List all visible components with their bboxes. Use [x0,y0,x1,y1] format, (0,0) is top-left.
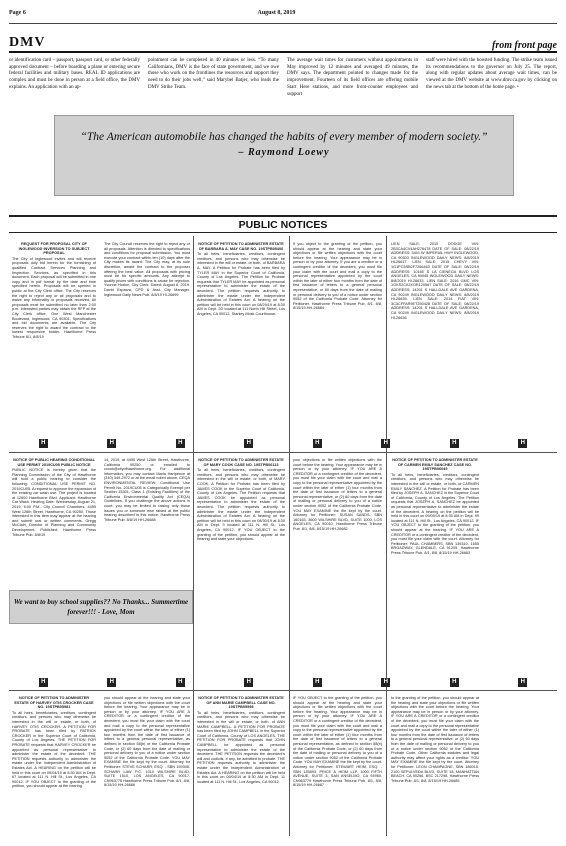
notice-body: To all heirs, beneficiaries, creditors, contingent creditors, and persons who may otherwise be interested in the will or estate, or both, of ANN MARIE CAMPBELL. A PETITION FOR PROBATE has been filed by JOHN CAMPBELL in the Superior Court of California, County of LOS ANGELES. THE PETITION FOR PROBATE requests that JOHN CAMPBELL be appointed as personal representative to administer the estate of the decedent. THE PETITION requests the decedent's will and codicils, if any, be admitted to probate. THE PETITION requests authority to administer the estate under the Independent Administration of Estates Act. A HEARING on the petition will be held in this court on 09/04/19 at 8:30 AM in Dept. 11 located at 111 N. Hill St., Los Angeles, CA 90012. [197,710,285,784]
gavel-icon: H [518,678,527,687]
gavel-icon: H [244,678,253,687]
column-divider [289,236,290,836]
gavel-icon: H [107,439,116,448]
legal-notice [391,458,479,678]
gavel-icon: H [381,439,390,448]
gavel-icon: H [450,678,459,687]
notice-title: NOTICE OF PETITION TO ADMINISTER ESTATE OF ANN MARIE CAMPBELL CASE NO. 19STPB05998 [198,696,284,710]
notice-body: To all heirs, beneficiaries, creditors, contingent creditors, and persons who may otherwise be interested in the will or estate, or both, of CARMEN EMILY SANCHEZ. A Petition for Probate has been filed by JOSEPH A. SANCHEZ in the Superior Court of California, County of Los Angeles. The Petition requests that JOSEPH A. SANCHEZ be appointed as personal representative to administer the estate of the decedent. A hearing on the petition will be held in this court on 09/05/19 at 8:30 AM in Dept. 99 located at 111 N. Hill St., Los Angeles, CA 90012. IF YOU OBJECT to the granting of the petition, you should appear at the hearing. IF YOU ARE A CREDITOR or a contingent creditor of the decedent, you must file your claim with the court. Attorney for Petitioner: PAUL CHAMBERS, SBN 139310. 1555 BROADWAY, GLENDALE, CA 91205. Hawthorne Press Tribune Pub. 8/1, 8/8, 8/15/19 HH-26683 [391,472,479,555]
quote-text: “The American automobile has changed the habits of every member of modern society.” [80,131,488,143]
notice-title: NOTICE OF PETITION TO ADMINISTER ESTATE OF HARVEY OTIS CROCKER CASE NO. 19STPB05981 [14,696,94,710]
row-divider [9,690,557,691]
gavel-icon: H [176,678,185,687]
notice-body: you should appear at the hearing and state your objections or file written objections with the court before the hearing. Your appearance may be in person or by your attorney. IF YOU ARE A CREDITOR or a contingent creditor of the decedent, you must file your claim with the court and mail a copy to the personal representative appointed by the court within the later of either (1) four months from the date of first issuance of letters to a general personal representative, as defined in section 58(b) of the California Probate Code, or (2) 60 days from the date of mailing or personal delivery to you of a notice under section 9052 of the California Probate Code. YOU MAY EXAMINE the file kept by the court. Attorney for Petitioner: STEVE SCHARR, ESQ. - SBN 159306. SCHARR LAW P.C. 1010 WILSHIRE BLVD, SUITE 1510, LOS ANGELES, CA 90017. CN963778 Hawthorne Press Tribune Pub. 8/1, 8/8, 8/15/19 HH-26686 [104,696,190,788]
row-divider [9,452,557,453]
legal-notice [104,458,190,586]
notice-body: To all heirs, beneficiaries, creditors, contingent creditors, and persons who may otherwise be interested in the will or estate, or both, of BARBARA A. MAY. A Petition for Probate has been filed by TYLER MAY in the Superior Court of California, County of Los Angeles. The Petition for Probate requests that TYLER MAY be appointed as personal representative to administer the estate of the decedent. The petition requests authority to administer the estate under the Independent Administration of Estates Act. A hearing on the petition will be held in this court on 08/29/19 at 8:30 AM in Dept. 2D located at 111 North Hill Street, Los Angeles, CA 90012, Stanley Mosk Courthouse. [197,252,285,316]
notice-body: LIEN SALE: 2010 DODGE VIN: 2B3CA4CV4AH276478 DATE OF SALE: 08/22/19 ADDRESS: 3401 W IMPERIAL HWY INGLEWOOD, CA 90303 INGLEWOOD DAILY NEWS: 8/8/2019 HI-26617. LIEN SALE: 2015 CHEVY VIN: 1G1PC5SB2F7266463 DATE OF SALE: 08/22/19 ADDRESS: 10165 S LA CIENEGA BLVD LOS ANGELES, CA 90045 INGLEWOOD DAILY NEWS: 8/8/2019 HI-26633. LIEN SALE: 2016 GMC VIN: 1GKS2CKJXGR120567 DATE OF SALE: 08/22/19 ADDRESS: 14201 S HALLDALE AVE GARDENA, CA 90249 INGLEWOOD DAILY NEWS: 8/8/2019 HI-26635. LIEN SALE: 2014 FIAT VIN: 3C3CFFAR9ET250428 DATE OF SALE: 08/22/19 ADDRESS: 14201 S HALLDALE AVE GARDENA, CA 90249 INGLEWOOD DAILY NEWS: 8/8/2019 HI-26636 [391,242,479,320]
legal-notice [293,458,382,678]
legal-notice [12,458,96,586]
gavel-icon: H [450,439,459,448]
continued-label: from front page [492,40,557,51]
notice-body: your objections or file written objections with the court before the hearing. Your appearance may be in person or by your attorney. IF YOU ARE A CREDITOR or a contingent creditor of the decedent, you must file your claim with the court and mail a copy to the personal representative appointed by the court within the later of either (1) four months from the date of first issuance of letters to a general personal representative, or (2) 60 days from the date of mailing or personal delivery to you of a notice under section 9052 of the California Probate Code. YOU MAY EXAMINE the file kept by the court. Attorney for Petitioner: SUSAN SANDS, SBN 160163. 3600 WILSHIRE BLVD, SUITE 1000, LOS ANGELES, CA 90010. Hawthorne Press Tribune Pub. 8/1, 8/8, 8/15/19 HH-26682 [293,458,382,531]
gavel-icon: H [107,678,116,687]
notice-title: NOTICE OF PETITION TO ADMINISTER ESTATE OF MARY COOK CASE NO. 19STPB06113 [198,458,284,467]
gavel-icon-row [9,676,557,688]
notice-title: NOTICE OF PUBLIC HEARING CONDITIONAL USE PERMIT 2019CU05 PUBLIC NOTICE [13,458,95,467]
notice-title: NOTICE OF PETITION TO ADMINISTER ESTATE OF BARBARA A. MAY CASE NO. 19STPB05406 [198,242,284,251]
notice-title: NOTICE OF PETITION TO ADMINISTER ESTATE OF CARMEN EMILY SANCHEZ CASE NO. 19STPB06049 [392,458,478,472]
lead-column: or identification card – passport, passport card, or other federally approved document – before boarding a plane or entering secure federal facilities and military bases. REAL ID applications are complex and must be done in person at a field office, the DMV explains. An application with an ap- [9,58,140,90]
column-divider [386,236,387,836]
section-title: DMV [9,35,46,50]
notice-body: To all heirs, beneficiaries, creditors, contingent creditors, and persons who may otherwise be interested in the will or estate, or both, of HARVEY OTIS CROCKER. A PETITION FOR PROBATE has been filed by PATRICK CROCKER in the Superior Court of California, County of Los Angeles. THE PETITION FOR PROBATE requests that HARVEY CROCKER be appointed as personal representative to administer the estate of the decedent. THE PETITION requests authority to administer the estate under the Independent Administration of Estates Act. A HEARING on the petition will be held in this court on 09/04/19 at 8:30 AM in Dept. 67 located at 111 N. Hill St., Los Angeles, CA 90012. IF YOU OBJECT to the granting of the petition, you should appear at the hearing. [12,710,96,789]
legal-notice [104,242,190,432]
quote-author: – Raymond Loewy [238,147,330,158]
legal-notice [12,242,96,432]
notice-body: If you object to the granting of the petition, you should appear at the hearing and state your objections or file written objections with the court before the hearing. Your appearance may be in person or by your attorney. If you are a creditor or a contingent creditor of the decedent, you must file your claim with the court and mail a copy to the personal representative appointed by the court within the later of either four months from the date of first issuance of letters to a general personal representative, or 60 days from the date of mailing or personal delivery to you of a notice under section 9052 of the California Probate Code. Attorney for Petitioner. Hawthorne Press Tribune Pub. 8/1, 8/8, 8/15/19 HH-26684 [293,242,382,311]
legal-notice [197,696,285,838]
lead-article [9,58,557,106]
page-header [9,10,557,24]
gavel-icon: H [39,678,48,687]
notice-body: PUBLIC NOTICE is hereby given that the Planning Commission of the City of Hawthorne will hold a public hearing to consider the following: CONDITIONAL USE PERMIT NO. 2019CU05. A request to approve the expansion of the existing car wash use. The project is located at 12600 Hawthorne Blvd. Applicant: Hawthorne Car Wash. Hearing Date: Wednesday, August 21, 2019, 6:00 P.M., City Council Chambers, 4455 West 126th Street, Hawthorne, CA 90250. Those interested in this item may appear at the hearing and submit oral or written comments. Gregg McClain, Director of Planning and Community Development. Published: Hawthorne Press Tribune Pub. 8/8/19 [12,468,96,537]
notice-title: REQUEST FOR PROPOSAL CITY OF INGLEWOOD INVERSION TO SUBJECT PROPOSAL [18,242,90,256]
gavel-icon: H [39,439,48,448]
legal-notice [391,696,479,838]
legal-notice [197,458,285,678]
gavel-icon: H [313,439,322,448]
message-box: We want to buy school supplies?? No Thanks... Summertime forever!!! - Love, Mom [9,590,193,624]
notice-body: IF YOU OBJECT to the granting of the petition, you should appear at the hearing and state your objections or file written objections with the court before the hearing. Your appearance may be in person or by your attorney. IF YOU ARE A CREDITOR or a contingent creditor of the decedent, you must file your claim with the court and mail a copy to the personal representative appointed by the court within the later of either (1) four months from the date of first issuance of letters to a general personal representative, as defined in section 58(b) of the California Probate Code, or (2) 60 days from the date of mailing or personal delivery to you of a notice under section 9052 of the California Probate Code. YOU MAY EXAMINE the file kept by the court. Attorney for Petitioner: STEWART HEIM, ESQ. - SBN 135893. PRICE & HEIM LLP. 1000 FIFTH AVENUE, SUITE 3, SAN ANSELMO, CA 94960. CN963779 Hawthorne Press Tribune Pub. 8/1, 8/8, 8/15/19 HH-26687 [293,696,382,788]
section-bar [9,36,557,53]
gavel-icon: H [518,439,527,448]
legal-notice [293,696,382,838]
quote-box [54,115,514,196]
legal-notice [391,242,479,442]
notice-body: The City of Inglewood invites and will receive proposals duly bid herein for the furnishing of qualified Contract Services Planning and Inspection Services, as specified in this document. Each proposal will be submitted in one copy and in pdf format by the date and time specified herein. Proposals will be opened in public at the City Clerk office. The City reserves the right to reject any or all proposals and to waive any informality in proposals received. All proposals must be submitted no later than 2:00 p.m. Interested parties may obtain the RFP at the City Clerk office, One West Manchester Boulevard, Inglewood, CA 90301. Specifications and bid documents are available. The City reserves the right to award the contract to the lowest responsive bidder. Hawthorne Press Tribune 8/1, 8/8/19 [12,256,96,339]
public-notices-heading: PUBLIC NOTICES [9,215,557,233]
gavel-icon-row [9,437,557,449]
lead-column: pointment can be completed in 40 minutes or less. “To many Californians, DMV is the face of state government, and we owe those who work on the frontlines the resources and support they need to do their jobs well,” said Marybel Batjer, who leads the DMV Strike Team. [148,58,279,90]
notice-body: 14, 2019, at 4455 West 126th Street, Hawthorne, California 90250 or emailed to ccook@cityofhawthorne.org. For additional information, you may contact Maria Hartpence at (310) 349-2972 or at the email noted above. CEQA ENVIRONMENTAL REVIEW: Conditional Use Permit No. 2019CU05 is Categorically Exempt per Section 15301, Class 1 (Existing Facilities) of the California Environmental Quality Act (CEQA) Guidelines. If you challenge the above actions in court, you may be limited to raising only those issues you or someone else raised at the public hearing described in this notice. Hawthorne Press Tribune Pub. 8/8/19 HH-26688 [104,458,190,522]
notice-body: to the granting of the petition, you should appear at the hearing and state your objections or file written objections with the court before the hearing. Your appearance may be in person or by your attorney. IF YOU ARE A CREDITOR or a contingent creditor of the decedent, you must file your claim with the court and mail a copy to the personal representative appointed by the court within the later of either (1) four months from the date of first issuance of letters to a general personal representative, or (2) 60 days from the date of mailing or personal delivery to you of a notice under section 9052 of the California Probate Code. Other California statutes and legal authority may affect your rights as a creditor. YOU MAY EXAMINE the file kept by the court. Attorney for Petitioner: LEON CHAMPAGNE, SBN 186015. 2100 SEPULVEDA BLVD, SUITE 18, MANHATTAN BEACH, CA 90266. BSC 217298. Hawthorne Press Tribune Pub. 8/1, 8/8, 8/15/19 HH-26685 [391,696,479,783]
notice-body: To all heirs, beneficiaries, creditors, contingent creditors, and persons who may otherwise be interested in the will or estate, or both, of MARY COOK. A Petition for Probate has been filed by JAMES COOK in the Superior Court of California, County of Los Angeles. The Petition requests that JAMES COOK be appointed as personal representative to administer the estate of the decedent. The petition requests authority to administer the estate under the Independent Administration of Estates Act. A hearing on the petition will be held in this court on 08/30/19 at 8:30 AM in Dept. 9 located at 111 N. Hill St., Los Angeles, CA 90012. IF YOU OBJECT to the granting of the petition, you should appear at the hearing and state your objections. [197,468,285,542]
legal-notice [104,696,190,838]
notice-body: The City Council reserves the right to reject any or all proposals. Attention is directed to specifications and conditions for proposal submission. You must execute your contract within ten (10) days after the City makes its award. The City may, at its sole discretion, award the contract to the proposer offering the best value. All proposals with pricing must be for specific amounts. Any attempt to qualify prices with conditions is cause for rejection. Yvonne Horton, City Clerk. Dated: August 8, 2019. David Esparza, CPD & Asst. City Manager. Inglewood Daily News Pub. 8/8/19 HI-26699 [104,242,190,297]
gavel-icon: H [313,678,322,687]
gavel-icon: H [176,439,185,448]
legal-notice [12,696,96,838]
legal-notice [197,242,285,432]
lead-column: The average wait times for customers without appointments in May improved by 12 minutes and averaged 49 minutes, the DMV says. The department pointed to changes made for the improvement. Fourteen of its field offices are offering mobile Start Here stations, and more front-counter employees and support [287,58,418,97]
page-number: Page 6 [9,10,26,16]
issue-date: August 8, 2019 [257,10,296,16]
legal-notice [293,242,382,432]
gavel-icon: H [244,439,253,448]
gavel-icon: H [381,678,390,687]
column-divider [193,236,194,836]
lead-column: staff were hired with the boosted funding. The strike team issued its recommendations to the governor on July 25. The report, along with regular updates about average wait times, can be viewed at the DMV website at www.dmv.ca.gov by clicking on the news tab at the bottom of the home page. • [426,58,557,90]
